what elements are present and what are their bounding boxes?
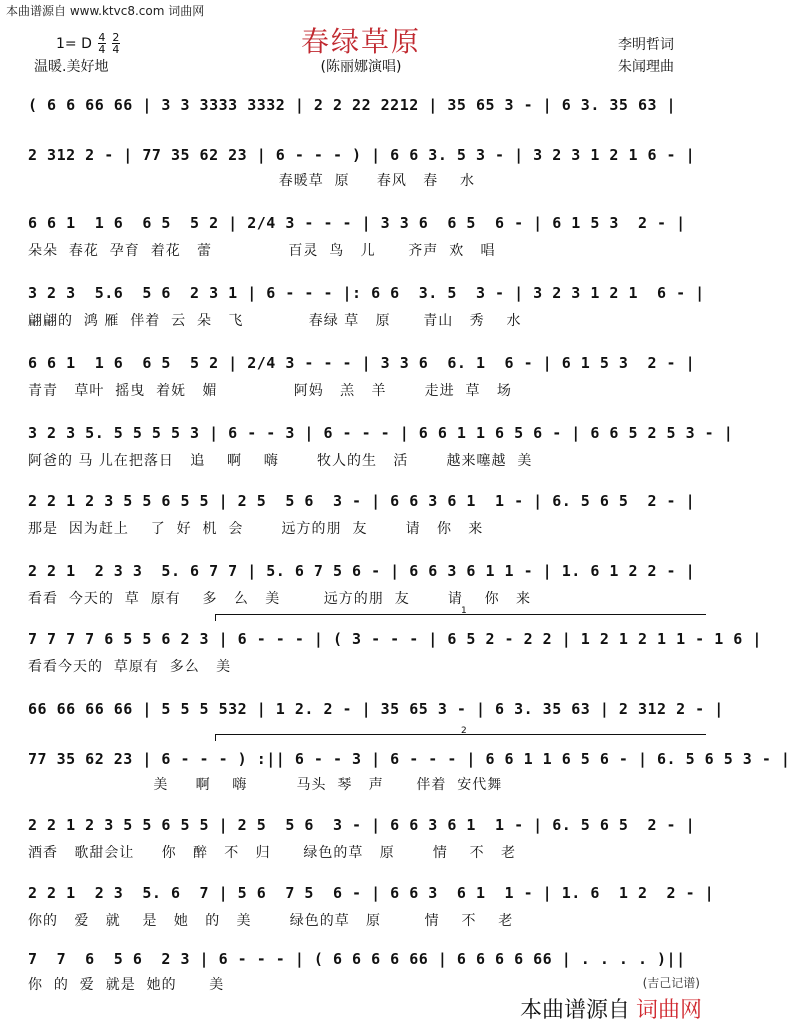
singer-credit: (陈丽娜演唱): [320, 59, 402, 75]
lyrics-line: 翩翩的 鸿 雁 伴着 云 朵 飞 春绿 草 原 青山 秀 水: [28, 313, 522, 329]
expression-mark: 温暖.美好地: [34, 59, 109, 75]
time-signature-2-4: $\frac{2}{4}$: [112, 31, 120, 56]
notes-line: 77 35 62 23 | 6 - - - ) :|| 6 - - 3 | 6 - - - | 6 6 1 1 6 5 6 - | 6. 5 6 5 3 - |: [28, 750, 790, 768]
song-title: 春绿草原: [300, 25, 421, 58]
key-signature: [56, 32, 120, 55]
notes-line: 3 2 3 5. 5 5 5 5 3 | 6 - - 3 | 6 - - - | 6 6 1 1 6 5 6 - | 6 6 5 2 5 3 - |: [28, 424, 734, 442]
notes-line: 66 66 66 66 | 5 5 5 532 | 1 2. 2 - | 35 65 3 - | 6 3. 35 63 | 2 312 2 - |: [28, 700, 724, 718]
lyrics-line: 看看今天的 草原有 多么 美: [28, 659, 232, 675]
notes-line: 7 7 7 7 6 5 5 6 2 3 | 6 - - - | ( 3 - - - | 6 5 2 - 2 2 | 1 2 1 2 1 1 - 1 6 |: [28, 630, 762, 648]
lyrics-line: 你的 爱 就 是 她 的 美 绿色的草 原 情 不 老: [28, 913, 514, 929]
notes-line: 6 6 1 1 6 6 5 5 2 | 2/4 3 - - - | 3 3 6 6 5 6 - | 6 1 5 3 2 - |: [28, 214, 686, 232]
lyricist-credit: 李明哲词: [618, 37, 674, 53]
lyrics-line: 那是 因为赶上 了 好 机 会 远方的朋 友 请 你 来: [28, 521, 484, 537]
notes-line: ( 6 6 66 66 | 3 3 3333 3332 | 2 2 22 2212 | 35 65 3 - | 6 3. 35 63 |: [28, 96, 677, 114]
lyrics-line: 看看 今天的 草 原有 多 么 美 远方的朋 友 请 你 来: [28, 591, 532, 607]
notes-line: 7 7 6 5 6 2 3 | 6 - - - | ( 6 6 6 6 66 | 6 6 6 6 66 | . . . . )||: [28, 950, 686, 968]
transcriber-credit: (吉己记谱): [642, 976, 700, 990]
notes-line: 2 2 1 2 3 5. 6 7 | 5 6 7 5 6 - | 6 6 3 6 1 1 - | 1. 6 1 2 2 - |: [28, 884, 715, 902]
time-signature-4-4: $\frac{4}{4}$: [98, 31, 106, 56]
volta-bracket-1: 1: [215, 614, 706, 621]
lyrics-line: 阿爸的 马 儿在把落日 追 啊 嗨 牧人的生 活 越来噻越 美: [28, 453, 533, 469]
footer-watermark-left: 本曲谱源自: [519, 998, 630, 1023]
notes-line: 3 2 3 5.6 5 6 2 3 1 | 6 - - - |: 6 6 3. 5 3 - | 3 2 3 1 2 1 6 - |: [28, 284, 705, 302]
lyrics-line: 青青 草叶 摇曳 着妩 媚 阿妈 羔 羊 走进 草 场: [28, 383, 512, 399]
notes-line: 2 312 2 - | 77 35 62 23 | 6 - - - ) | 6 6 3. 5 3 - | 3 2 3 1 2 1 6 - |: [28, 146, 696, 164]
footer-watermark-right: 词曲网: [635, 998, 702, 1023]
composer-credit: 朱闻理曲: [618, 59, 674, 75]
lyrics-line: 美 啊 嗨 马头 琴 声 伴着 安代舞: [28, 777, 503, 793]
volta-bracket-2: 2: [215, 734, 706, 741]
lyrics-line: 你 的 爱 就是 她的 美: [28, 977, 225, 993]
lyrics-line: 酒香 歌甜会让 你 醉 不 归 绿色的草 原 情 不 老: [28, 845, 517, 861]
watermark-top: 本曲谱源自 www.ktvc8.com 词曲网: [6, 4, 205, 18]
notes-line: 6 6 1 1 6 6 5 5 2 | 2/4 3 - - - | 3 3 6 6. 1 6 - | 6 1 5 3 2 - |: [28, 354, 696, 372]
key-label: 1= D: [56, 35, 92, 52]
footer-watermark: [520, 993, 702, 1024]
notes-line: 2 2 1 2 3 5 5 6 5 5 | 2 5 5 6 3 - | 6 6 3 6 1 1 - | 6. 5 6 5 2 - |: [28, 492, 696, 510]
lyrics-line: 朵朵 春花 孕育 着花 蕾 百灵 鸟 儿 齐声 欢 唱: [28, 243, 496, 259]
lyrics-line: 春暖草 原 春风 春 水: [28, 173, 476, 189]
notes-line: 2 2 1 2 3 3 5. 6 7 7 | 5. 6 7 5 6 - | 6 6 3 6 1 1 - | 1. 6 1 2 2 - |: [28, 562, 696, 580]
notes-line: 2 2 1 2 3 5 5 6 5 5 | 2 5 5 6 3 - | 6 6 3 6 1 1 - | 6. 5 6 5 2 - |: [28, 816, 696, 834]
